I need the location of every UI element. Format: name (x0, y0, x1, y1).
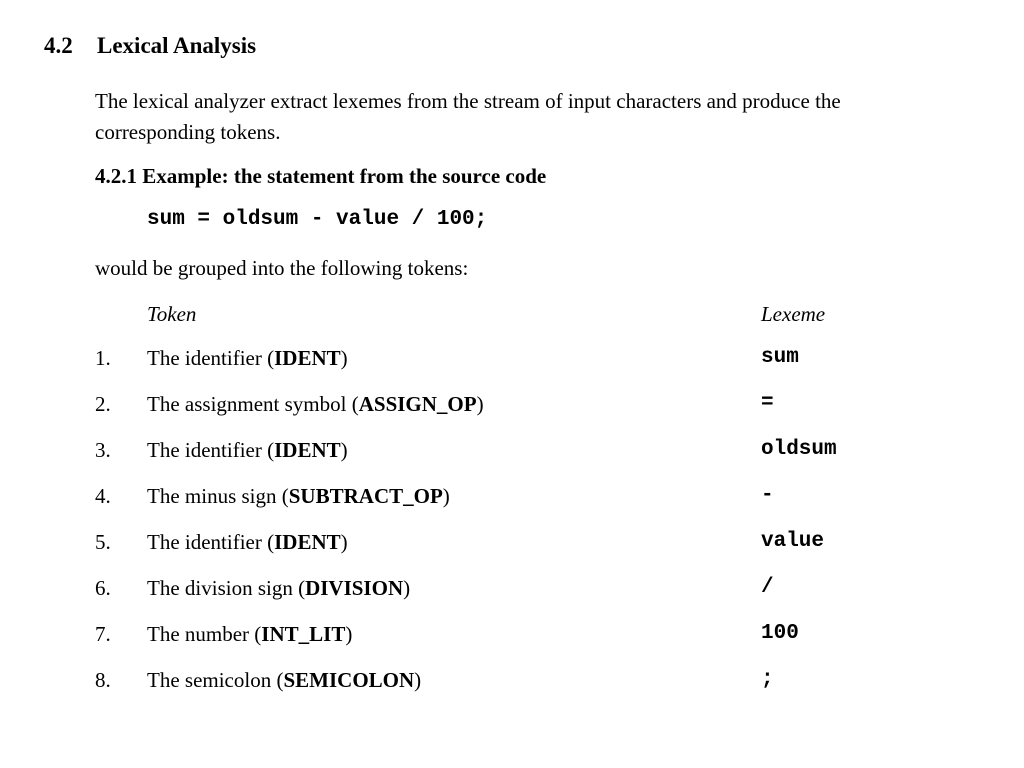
column-header-token: Token (147, 302, 197, 326)
column-header-lexeme: Lexeme (761, 302, 826, 326)
row-number: 6. (95, 576, 111, 600)
row-lexeme: sum (761, 346, 799, 369)
row-description (147, 530, 348, 555)
row-desc-text: The identifier ( (147, 346, 275, 370)
row-number: 4. (95, 484, 111, 508)
row-token-name: SUBTRACT_OP (288, 484, 443, 508)
row-number: 5. (95, 530, 111, 554)
row-number: 1. (95, 346, 111, 370)
row-token-name: IDENT (274, 346, 341, 370)
code-statement: sum = oldsum - value / 100; (147, 208, 488, 231)
row-desc-close: ) (340, 438, 348, 462)
table-row (0, 438, 1024, 468)
row-token-name: DIVISION (305, 576, 404, 600)
row-number: 8. (95, 668, 111, 692)
row-number: 7. (95, 622, 111, 646)
row-description (147, 622, 352, 647)
table-row (0, 530, 1024, 560)
row-desc-close: ) (403, 576, 411, 600)
row-token-name: INT_LIT (261, 622, 346, 646)
row-desc-text: The number ( (147, 622, 262, 646)
row-description (147, 392, 484, 417)
row-desc-close: ) (414, 668, 422, 692)
row-lexeme: - (761, 484, 774, 507)
row-lexeme: oldsum (761, 438, 837, 461)
row-desc-close: ) (476, 392, 484, 416)
table-row (0, 346, 1024, 376)
table-row (0, 484, 1024, 514)
row-description (147, 346, 348, 371)
row-desc-text: The division sign ( (147, 576, 306, 600)
row-number: 3. (95, 438, 111, 462)
row-lexeme: value (761, 530, 825, 553)
row-number: 2. (95, 392, 111, 416)
row-description (147, 576, 410, 601)
table-row (0, 576, 1024, 606)
row-desc-close: ) (340, 346, 348, 370)
row-lexeme: 100 (761, 622, 799, 645)
section-title: Lexical Analysis (97, 33, 257, 58)
row-token-name: IDENT (274, 438, 341, 462)
grouped-text: would be grouped into the following tokens: (95, 256, 469, 280)
row-description (147, 438, 348, 463)
row-desc-text: The semicolon ( (147, 668, 284, 692)
row-desc-text: The minus sign ( (147, 484, 289, 508)
row-lexeme: = (761, 392, 774, 415)
table-row (0, 668, 1024, 698)
row-desc-text: The identifier ( (147, 530, 275, 554)
row-desc-close: ) (340, 530, 348, 554)
row-desc-text: The identifier ( (147, 438, 275, 462)
row-token-name: ASSIGN_OP (358, 392, 477, 416)
row-description (147, 484, 450, 509)
section-number: 4.2 (44, 33, 73, 58)
intro-paragraph: The lexical analyzer extract lexemes from the stream of input characters and produce the corresponding tokens. (95, 89, 841, 144)
row-lexeme: ; (761, 668, 774, 691)
row-lexeme: / (761, 576, 774, 599)
subsection-heading: 4.2.1 Example: the statement from the source code (95, 164, 547, 188)
row-token-name: IDENT (274, 530, 341, 554)
row-desc-text: The assignment symbol ( (147, 392, 359, 416)
row-token-name: SEMICOLON (283, 668, 415, 692)
table-row (0, 392, 1024, 422)
row-desc-close: ) (442, 484, 450, 508)
row-desc-close: ) (345, 622, 353, 646)
table-row (0, 622, 1024, 652)
row-description (147, 668, 421, 693)
